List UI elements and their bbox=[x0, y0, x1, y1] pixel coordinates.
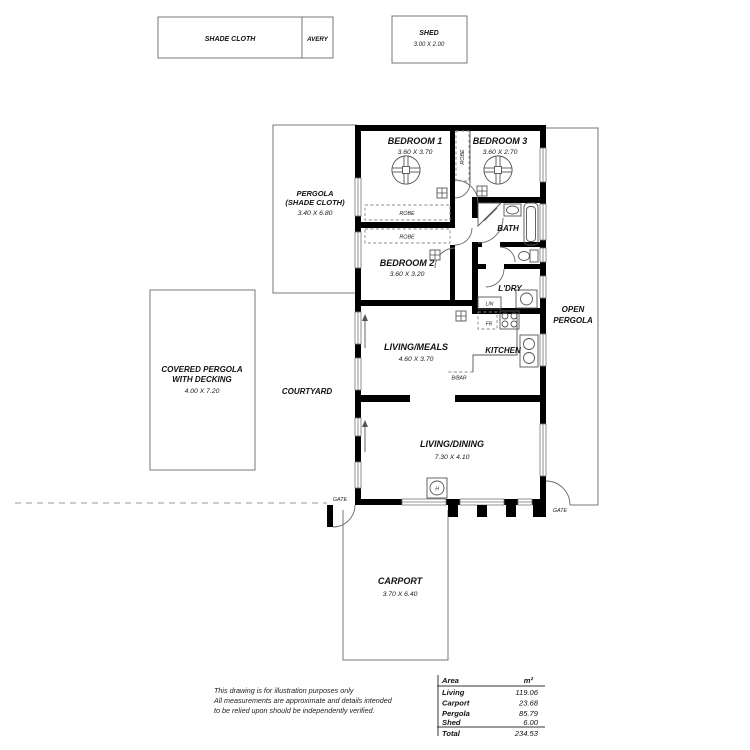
svg-text:Shed: Shed bbox=[442, 718, 461, 727]
breakfast-bar-label: B/BAR bbox=[451, 375, 467, 382]
table-header-unit: m² bbox=[523, 676, 533, 685]
table-row bbox=[442, 709, 539, 718]
area-table bbox=[437, 675, 545, 738]
room-label-kitchen: KITCHEN bbox=[485, 346, 521, 355]
svg-text:Living: Living bbox=[442, 688, 465, 697]
shed-dims: 3.00 X 2.00 bbox=[413, 42, 445, 48]
room-dims-covered-pergola: 4.00 X 7.20 bbox=[184, 388, 220, 395]
table-row bbox=[442, 688, 539, 697]
gate-right-label: GATE bbox=[552, 508, 568, 514]
shower bbox=[478, 203, 501, 226]
shade-cloth-structure bbox=[158, 17, 333, 58]
svg-text:234.53: 234.53 bbox=[514, 729, 538, 738]
table-row bbox=[442, 718, 539, 727]
svg-text:Pergola: Pergola bbox=[442, 709, 470, 718]
room-dims-bedroom2: 3.60 X 3.20 bbox=[389, 271, 425, 278]
disclaimer-line-3: to be relied upon should be independently verified. bbox=[214, 706, 375, 715]
shed-label: SHED bbox=[419, 30, 439, 37]
room-label-open-pergola-1: OPEN bbox=[561, 305, 585, 314]
room-dims-bedroom3: 3.60 X 2.70 bbox=[482, 149, 518, 156]
table-header-area: Area bbox=[442, 676, 459, 685]
heater-unit bbox=[427, 478, 447, 498]
svg-text:6.00: 6.00 bbox=[523, 718, 538, 727]
table-row bbox=[442, 699, 539, 708]
ceiling-fan-bedroom3 bbox=[484, 156, 512, 184]
svg-text:23.68: 23.68 bbox=[518, 698, 538, 708]
linen-label: LIN bbox=[485, 301, 494, 308]
ceiling-fan-bedroom1 bbox=[392, 156, 420, 184]
room-label-covered-pergola-2: WITH DECKING bbox=[172, 375, 232, 384]
door-arcs bbox=[333, 180, 570, 527]
robe-label-2: ROBE bbox=[399, 234, 415, 241]
room-label-bath: BATH bbox=[497, 224, 519, 233]
disclaimer-line-2: All measurements are approximate and details intended bbox=[214, 696, 392, 705]
fridge-label: FR bbox=[485, 321, 493, 328]
room-label-ldry: L'DRY bbox=[498, 284, 522, 293]
room-label-open-pergola-2: PERGOLA bbox=[553, 316, 593, 325]
shade-cloth-label: SHADE CLOTH bbox=[204, 36, 256, 43]
robe-label-1: ROBE bbox=[399, 211, 415, 217]
room-label-bedroom3: BEDROOM 3 bbox=[472, 136, 528, 146]
disclaimer-line-1: This drawing is for illustration purposes only bbox=[214, 686, 354, 695]
disclaimer bbox=[213, 686, 393, 715]
avery-label: AVERY bbox=[307, 36, 328, 43]
heater-label: H bbox=[435, 486, 439, 493]
room-label-pergola-shade-1: PERGOLA bbox=[296, 189, 334, 198]
room-dims-living-dining: 7.30 X 4.10 bbox=[434, 454, 470, 461]
room-label-bedroom1: BEDROOM 1 bbox=[387, 136, 443, 146]
pergola-shade-outline bbox=[273, 125, 357, 293]
gate-right-arc bbox=[546, 481, 570, 505]
shed-structure bbox=[392, 16, 467, 63]
room-label-living-dining: LIVING/DINING bbox=[419, 439, 485, 449]
room-label-courtyard: COURTYARD bbox=[281, 387, 333, 396]
svg-text:Total: Total bbox=[442, 729, 460, 738]
robe-label-vertical: ROBE bbox=[460, 149, 466, 165]
room-dims-bedroom1: 3.60 X 3.70 bbox=[397, 149, 433, 156]
toilet bbox=[530, 250, 538, 262]
room-dims-living-meals: 4.60 X 3.70 bbox=[398, 356, 434, 363]
gate-left-arc bbox=[333, 505, 355, 527]
gate-left-label: GATE bbox=[332, 497, 348, 503]
svg-text:119.06: 119.06 bbox=[515, 688, 538, 697]
room-label-carport: CARPORT bbox=[377, 576, 423, 586]
svg-text:Carport: Carport bbox=[442, 698, 470, 708]
room-dims-carport: 3.70 X 6.40 bbox=[382, 591, 418, 598]
kitchen-counter-edge bbox=[473, 313, 517, 372]
room-label-covered-pergola-1: COVERED PERGOLA bbox=[161, 365, 243, 374]
room-label-bedroom2: BEDROOM 2 bbox=[379, 258, 435, 268]
verandah-posts bbox=[448, 505, 543, 517]
sink bbox=[520, 335, 538, 367]
svg-text:85.79: 85.79 bbox=[518, 709, 538, 718]
door-arrows bbox=[362, 314, 368, 452]
table-total-row bbox=[442, 729, 539, 738]
room-dims-pergola-shade: 3.40 X 6.80 bbox=[297, 210, 333, 217]
room-label-living-meals: LIVING/MEALS bbox=[383, 342, 449, 352]
room-label-pergola-shade-2: (SHADE CLOTH) bbox=[285, 198, 345, 207]
